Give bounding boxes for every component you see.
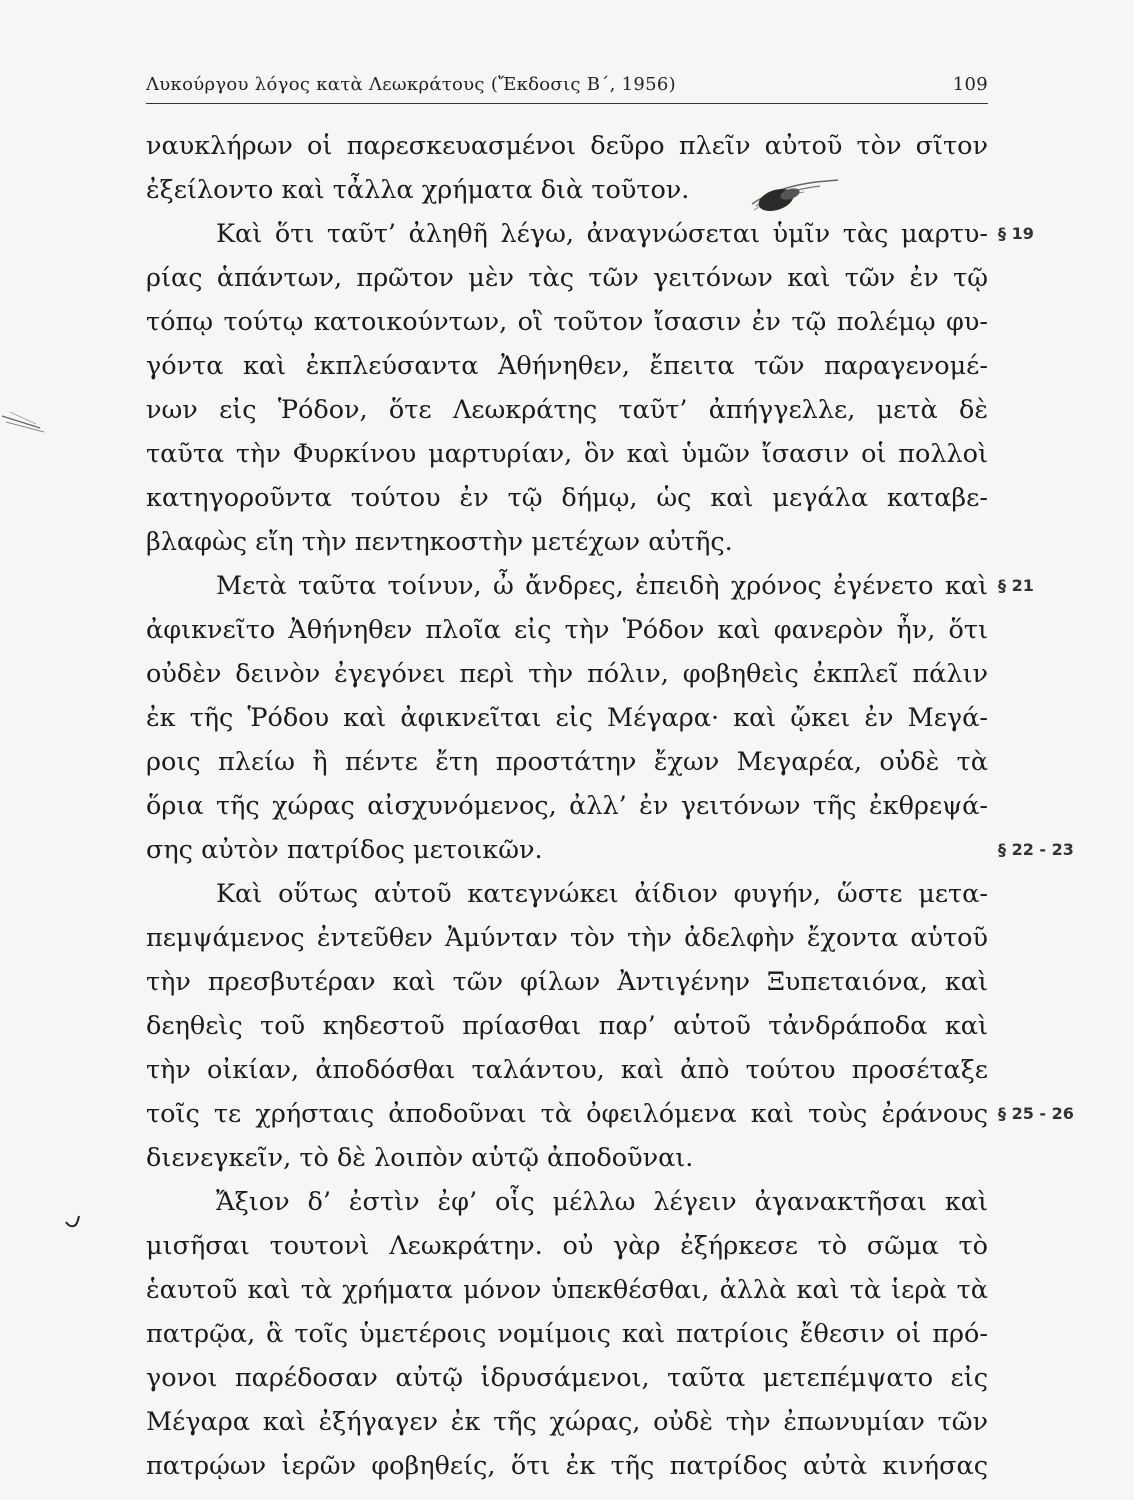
text-line: τὴν πρεσβυτέραν καὶ τῶν φίλων Ἀντιγένην Ξυπεταιόνα, καὶ	[146, 967, 988, 997]
text-line: γόντα καὶ ἐκπλεύσαντα Ἀθήνηθεν, ἔπειτα τῶν παραγενομέ-	[146, 351, 988, 381]
text-line: πεμψάμενος ἐντεῦθεν Ἀμύνταν τὸν τὴν ἀδελφὴν ἔχοντα αὑτοῦ	[146, 923, 988, 953]
margin-section-ref: § 21	[998, 576, 1034, 595]
text-line: ἐκ τῆς Ῥόδου καὶ ἀφικνεῖται εἰς Μέγαρα· καὶ ᾤκει ἐν Μεγά-	[146, 703, 988, 733]
running-head-title: Λυκούργου λόγος κατὰ Λεωκράτους (Ἔκδοσις Β΄, 1956)	[146, 74, 676, 95]
pencil-scribble-mark	[746, 176, 842, 216]
text-line: τοῖς τε χρήσταις ἀποδοῦναι τὰ ὀφειλόμενα καὶ τοὺς ἐράνους	[146, 1099, 988, 1129]
text-line: τὴν οἰκίαν, ἀποδόσθαι ταλάντου, καὶ ἀπὸ τούτου προσέταξε	[146, 1055, 988, 1085]
paragraph-start-line: Μετὰ ταῦτα τοίνυν, ὦ ἄνδρες, ἐπειδὴ χρόνος ἐγένετο καὶ	[216, 571, 988, 601]
text-line: Μέγαρα καὶ ἐξήγαγεν ἐκ τῆς χώρας, οὐδὲ τὴν ἐπωνυμίαν τῶν	[146, 1407, 988, 1437]
paragraph-start-line: Ἄξιον δ’ ἐστὶν ἐφ’ οἷς μέλλω λέγειν ἀγανακτῆσαι καὶ	[216, 1187, 988, 1217]
margin-section-ref: § 22 - 23	[998, 840, 1074, 859]
text-line: πατρῴων ἱερῶν φοβηθείς, ὅτι ἐκ τῆς πατρίδος αὐτὰ κινήσας	[146, 1451, 988, 1481]
paragraph-start-line: Καὶ ὅτι ταῦτ’ ἀληθῆ λέγω, ἀναγνώσεται ὑμῖν τὰς μαρτυ-	[216, 219, 988, 249]
text-line: πατρῷα, ἃ τοῖς ὑμετέροις νομίμοις καὶ πατρίοις ἔθεσιν οἱ πρό-	[146, 1319, 988, 1349]
text-line: ἀφικνεῖτο Ἀθήνηθεν πλοῖα εἰς τὴν Ῥόδον καὶ φανερὸν ἦν, ὅτι	[146, 615, 988, 645]
text-line: ἑαυτοῦ καὶ τὰ χρήματα μόνον ὑπεκθέσθαι, ἀλλὰ καὶ τὰ ἱερὰ τὰ	[146, 1275, 988, 1305]
margin-section-ref: § 25 - 26	[998, 1104, 1074, 1123]
text-line: οὐδὲν δεινὸν ἐγεγόνει περὶ τὴν πόλιν, φοβηθεὶς ἐκπλεῖ πάλιν	[146, 659, 988, 689]
text-line: τόπῳ τούτῳ κατοικούντων, οἳ τοῦτον ἴσασιν ἐν τῷ πολέμῳ φυ-	[146, 307, 988, 337]
text-line: νων εἰς Ῥόδον, ὅτε Λεωκράτης ταῦτ’ ἀπήγγελλε, μετὰ δὲ	[146, 395, 988, 425]
header-rule	[146, 103, 988, 104]
text-line: σης αὐτὸν πατρίδος μετοικῶν.	[146, 835, 543, 865]
text-line: ὅρια τῆς χώρας αἰσχυνόμενος, ἀλλ’ ἐν γειτόνων τῆς ἐκθρεψά-	[146, 791, 988, 821]
text-line: γονοι παρέδοσαν αὐτῷ ἱδρυσάμενοι, ταῦτα μετεπέμψατο εἰς	[146, 1363, 988, 1393]
text-line: ναυκλήρων οἱ παρεσκευασμένοι δεῦρο πλεῖν αὐτοῦ τὸν σῖτον	[146, 131, 988, 161]
margin-ink-mark	[64, 1214, 82, 1230]
text-line: βλαφὼς εἴη τὴν πεντηκοστὴν μετέχων αὐτῆς.	[146, 527, 733, 557]
text-line: δεηθεὶς τοῦ κηδεστοῦ πρίασθαι παρ’ αὑτοῦ τἀνδράποδα καὶ	[146, 1011, 988, 1041]
text-line: κατηγοροῦντα τούτου ἐν τῷ δήμῳ, ὡς καὶ μεγάλα καταβε-	[146, 483, 988, 513]
text-line: ταῦτα τὴν Φυρκίνου μαρτυρίαν, ὃν καὶ ὑμῶν ἴσασιν οἱ πολλοὶ	[146, 439, 988, 469]
text-line: διενεγκεῖν, τὸ δὲ λοιπὸν αὑτῷ ἀποδοῦναι.	[146, 1143, 694, 1173]
running-head	[146, 74, 988, 104]
page-number: 109	[952, 74, 988, 95]
text-line: ρίας ἁπάντων, πρῶτον μὲν τὰς τῶν γειτόνων καὶ τῶν ἐν τῷ	[146, 263, 988, 293]
text-line: ἐξείλοντο καὶ τἆλλα χρήματα διὰ τοῦτον.	[146, 175, 690, 205]
paragraph-start-line: Καὶ οὕτως αὑτοῦ κατεγνώκει ἀίδιον φυγήν, ὥστε μετα-	[216, 879, 988, 909]
margin-section-ref: § 19	[998, 224, 1034, 243]
text-line: ροις πλείω ἢ πέντε ἔτη προστάτην ἔχων Μεγαρέα, οὐδὲ τὰ	[146, 747, 988, 777]
text-line: μισῆσαι τουτονὶ Λεωκράτην. οὐ γὰρ ἐξήρκεσε τὸ σῶμα τὸ	[146, 1231, 988, 1261]
margin-pencil-stroke	[0, 408, 48, 436]
body-text	[146, 124, 988, 1488]
